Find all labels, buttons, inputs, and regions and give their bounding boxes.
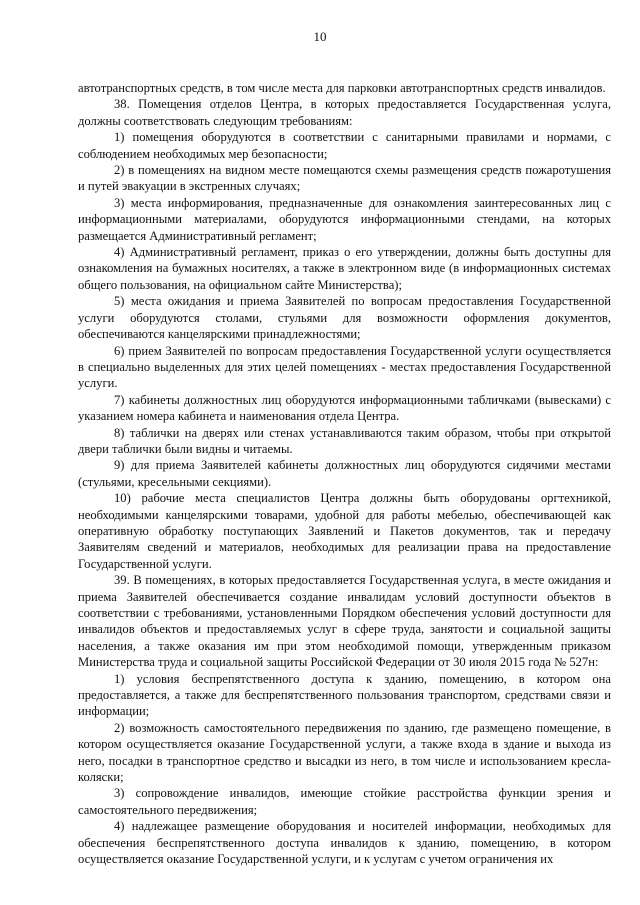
page-number: 10 [313, 29, 327, 44]
document-body [78, 80, 611, 868]
paragraph-38-item-8: 8) таблички на дверях или стенах устанавливаются таким образом, чтобы при открытой двери таблички были видны и читаемы. [78, 425, 611, 456]
paragraph-38-item-1: 1) помещения оборудуются в соответствии с санитарными правилами и нормами, с соблюдением необходимых мер безопасности; [78, 130, 611, 161]
paragraph-38-item-10: 10) рабочие места специалистов Центра должны быть оборудованы оргтехникой, необходимыми канцелярскими товарами, удобной для работы мебелью, обеспечивающей как оперативную обработку поступающих Заявлений и Пакетов документов, так и передачу Заявителям сведений и материалов, необходимых для реализации права на предоставление Государственной услуги. [78, 491, 611, 571]
paragraph-39-intro: 39. В помещениях, в которых предоставляется Государственная услуга, в месте ожидания и приема Заявителей обеспечивается создание инвалидам условий доступности объектов в соответствии с требованиями, установленными Порядком обеспечения условий доступности для инвалидов объектов и предоставляемых услуг в сфере труда, занятости и социальной защиты населения, а также оказания им при этом необходимой помощи, утвержденным приказом Министерства труда и социальной защиты Российской Федерации от 30 июля 2015 года № 527н: [78, 573, 611, 670]
paragraph-38-item-7: 7) кабинеты должностных лиц оборудуются информационными табличками (вывесками) с указанием номера кабинета и наименования отдела Центра. [78, 392, 611, 424]
paragraph-continuation: автотранспортных средств, в том числе места для парковки автотранспортных средств инвалидов. [78, 81, 606, 95]
paragraph-38-item-5: 5) места ожидания и приема Заявителей по вопросам предоставления Государственной услуги оборудуются столами, стульями для возможности оформления документов, обеспечиваются канцелярскими принадлежностями; [78, 294, 611, 342]
paragraph-38-item-3: 3) места информирования, предназначенные для ознакомления заинтересованных лиц с информационными материалами, оборудуются информационными стендами, на которых размещается Административный регламент; [78, 195, 611, 243]
paragraph-39-item-1: 1) условия беспрепятственного доступа к зданию, помещению, в котором она предоставляется, а также для беспрепятственного пользования транспортом, средствами связи и информации; [78, 671, 611, 719]
paragraph-39-item-3: 3) сопровождение инвалидов, имеющие стойкие расстройства функции зрения и самостоятельного передвижения; [78, 786, 611, 817]
paragraph-39-item-2: 2) возможность самостоятельного передвижения по зданию, где размещено помещение, в котором осуществляется оказание Государственной услуги, а также входа в здание и выхода из него, посадки в транспортное средство и высадки из него, в том числе и использованием кресла-коляски; [78, 720, 611, 785]
paragraph-38-item-9: 9) для приема Заявителей кабинеты должностных лиц оборудуются сидячими местами (стульями, кресельными секциями). [78, 458, 611, 489]
paragraph-38-item-6: 6) прием Заявителей по вопросам предоставления Государственной услуги осуществляется в специально выделенных для этих целей помещениях - местах предоставления Государственной услуги. [78, 343, 611, 391]
paragraph-39-item-4: 4) надлежащее размещение оборудования и носителей информации, необходимых для обеспечения беспрепятственного доступа инвалидов к зданию, помещению, в котором осуществляется оказание Государственной услуги, и к услугам с учетом ограничения их [78, 819, 611, 867]
paragraph-38-intro: 38. Помещения отделов Центра, в которых предоставляется Государственная услуга, должны соответствовать следующим требованиям: [78, 97, 611, 128]
paragraph-38-item-2: 2) в помещениях на видном месте помещаются схемы размещения средств пожаротушения и путей эвакуации в экстренных случаях; [78, 163, 611, 194]
paragraph-38-item-4: 4) Административный регламент, приказ о его утверждении, должны быть доступны для ознакомления на бумажных носителях, а также в электронном виде (в информационных системах общего пользования, на официальном сайте Министерства); [78, 245, 611, 292]
